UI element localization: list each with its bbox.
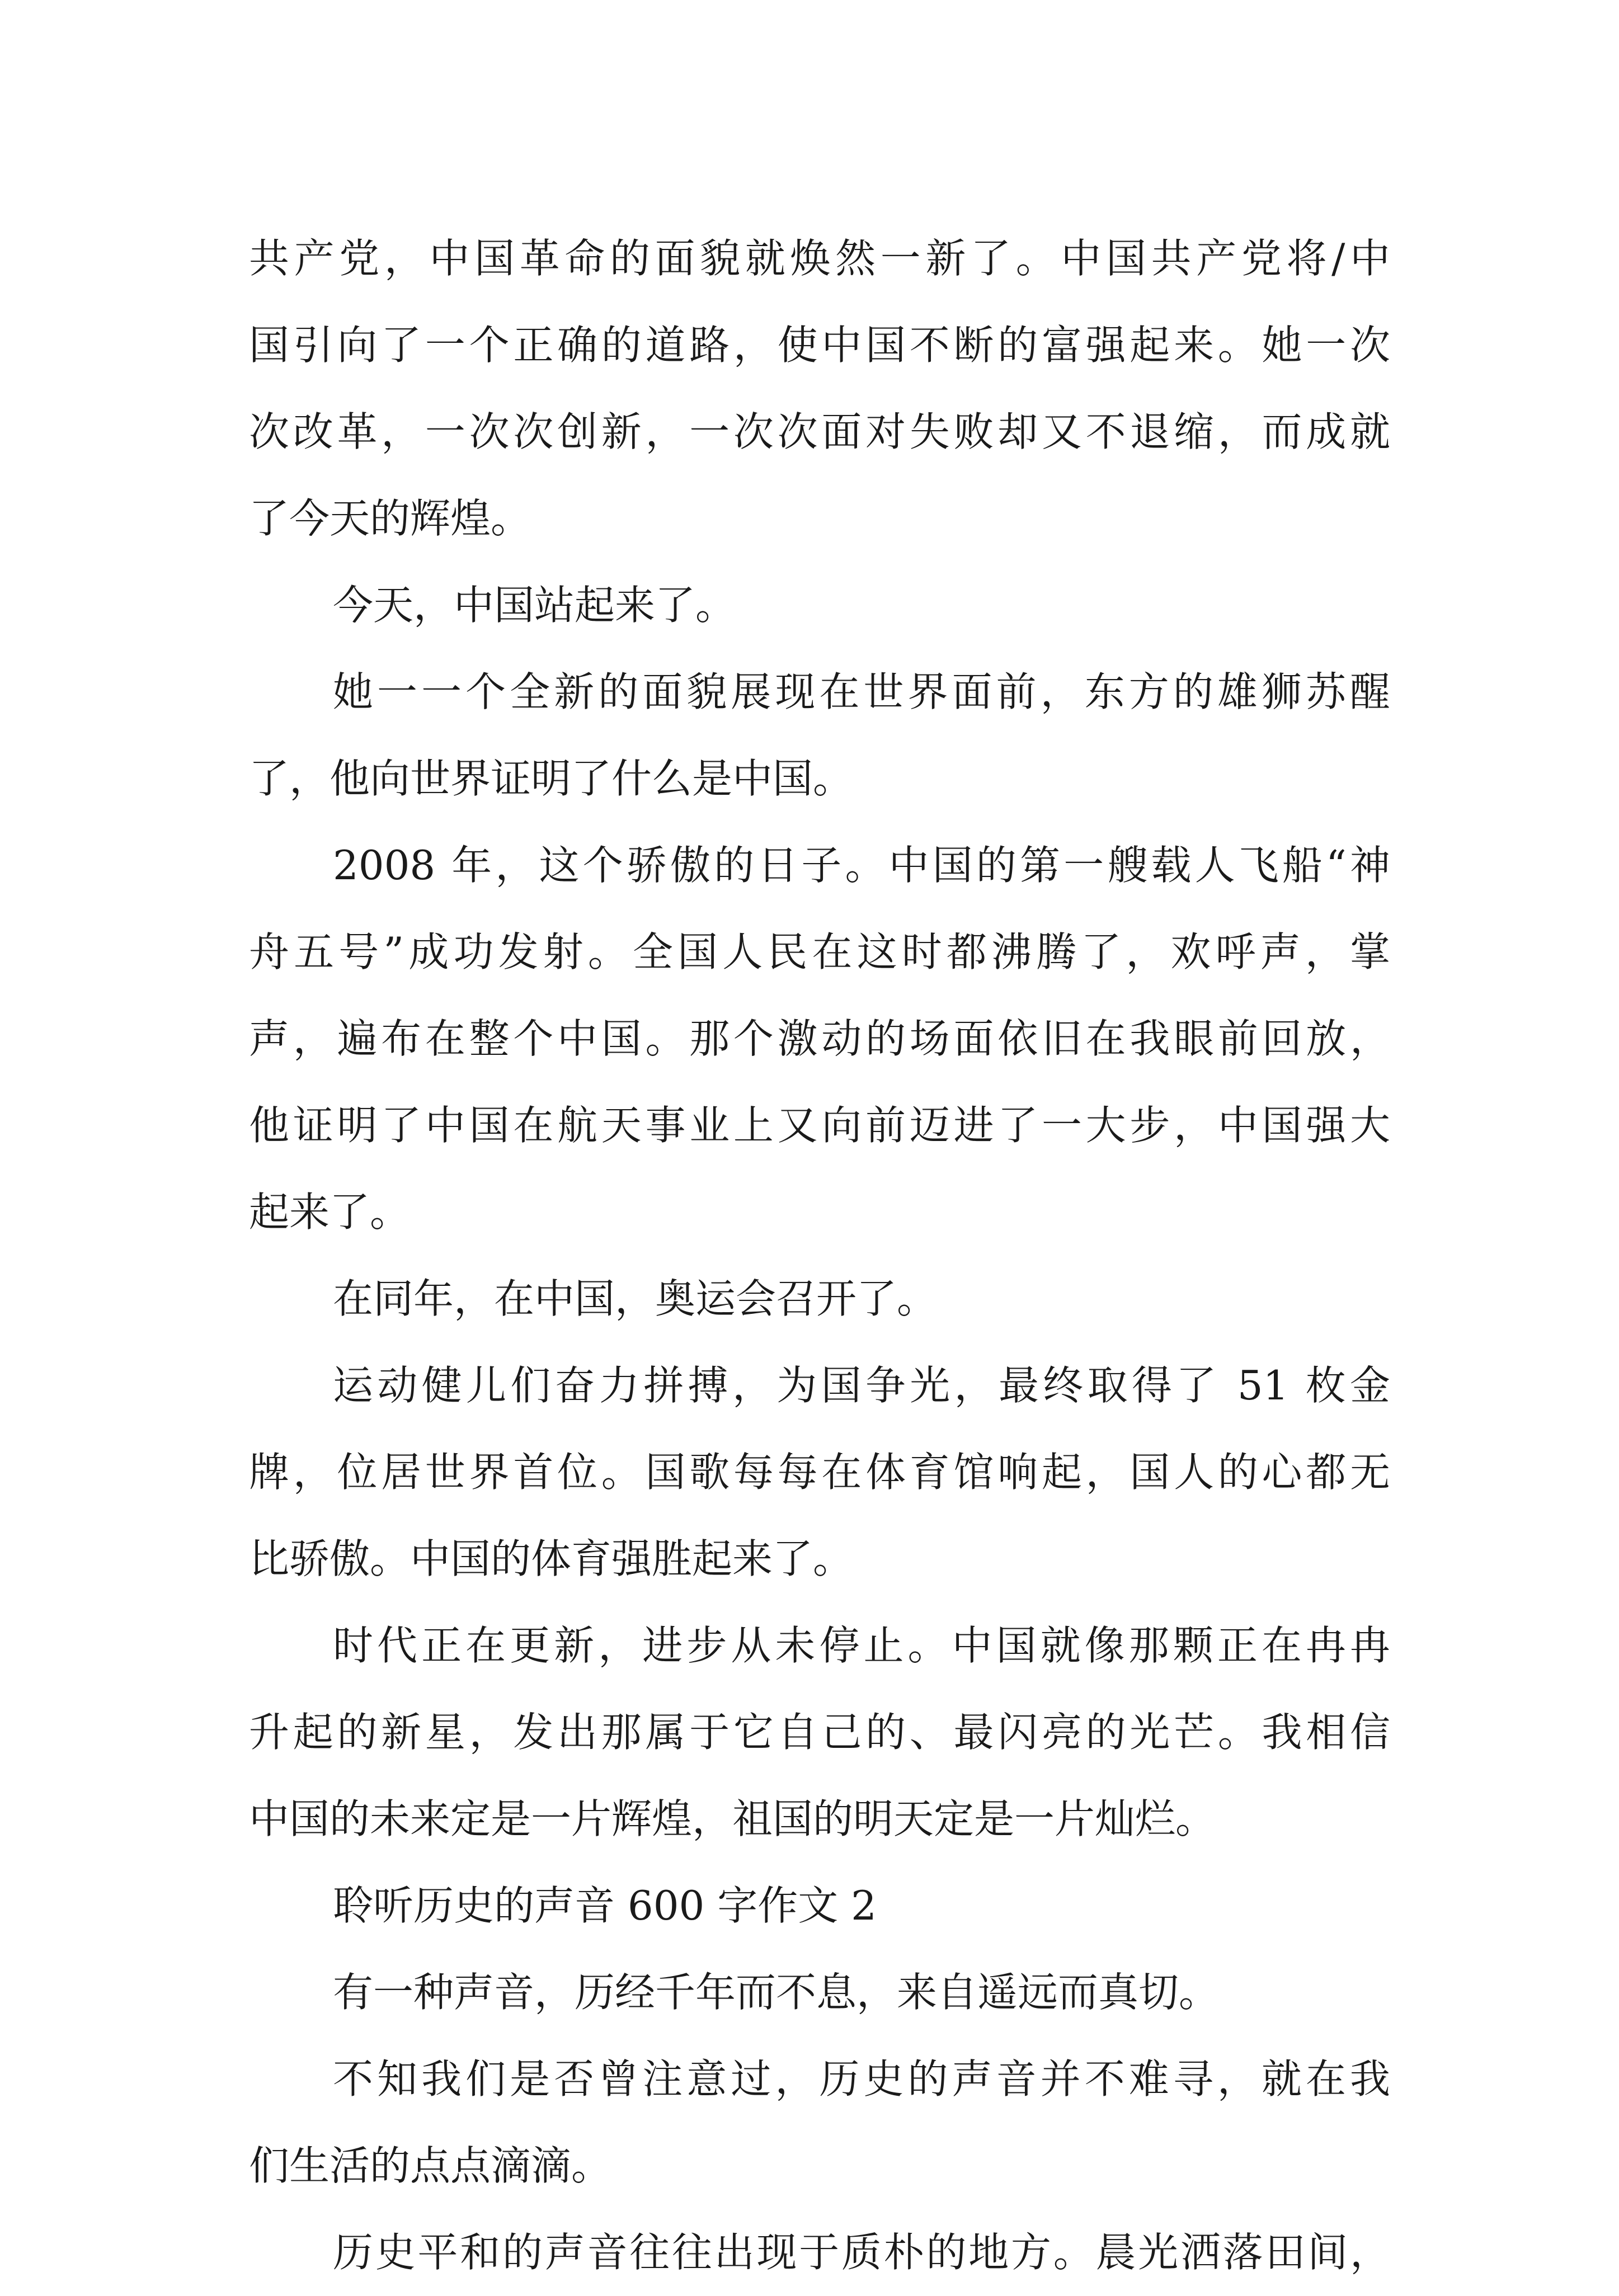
text-line: 国引向了一个正确的道路，使中国不断的富强起来。她一次 [249,322,1390,369]
text-line: 不知我们是否曾注意过，历史的声音并不难寻，就在我 [333,2055,1390,2102]
text-line: 她一一个全新的面貌展现在世界面前，东方的雄狮苏醒 [333,668,1390,715]
body-text [249,215,1390,2296]
text-line: 起来了。 [249,1189,411,1236]
text-line: 比骄傲。中国的体育强胜起来了。 [249,1535,854,1582]
text-line: 共产党，中国革命的面貌就焕然一新了。中国共产党将/中 [249,235,1390,282]
text-line: 在同年，在中国，奥运会召开了。 [333,1275,938,1322]
text-line: 有一种声音，历经千年而不息，来自遥远而真切。 [333,1969,1220,2016]
text-line: 了今天的辉煌。 [249,495,531,542]
text-line: 次改革，一次次创新，一次次面对失败却又不退缩，而成就 [249,408,1390,455]
text-line: 他证明了中国在航天事业上又向前迈进了一大步，中国强大 [249,1102,1390,1149]
text-line: 们生活的点点滴滴。 [249,2142,612,2189]
text-line: 舟五号”成功发射。全国人民在这时都沸腾了，欢呼声，掌 [249,928,1390,975]
text-line: 了，他向世界证明了什么是中国。 [249,755,854,802]
text-line: 今天，中国站起来了。 [333,582,736,629]
text-line: 运动健儿们奋力拼搏，为国争光，最终取得了 51 枚金 [333,1362,1390,1409]
text-line: 时代正在更新，进步从未停止。中国就像那颗正在冉冉 [333,1622,1390,1669]
text-line: 中国的未来定是一片辉煌，祖国的明天定是一片灿烂。 [249,1795,1216,1842]
text-line: 升起的新星，发出那属于它自己的、最闪亮的光芒。我相信 [249,1709,1390,1756]
text-line: 牌，位居世界首位。国歌每每在体育馆响起，国人的心都无 [249,1449,1390,1496]
text-line: 2008 年，这个骄傲的日子。中国的第一艘载人飞船“神 [333,842,1390,889]
text-line: 声，遍布在整个中国。那个激动的场面依旧在我眼前回放， [249,1015,1390,1062]
section-heading: 聆听历史的声音 600 字作文 2 [333,1882,877,1929]
text-line: 历史平和的声音往往出现于质朴的地方。晨光洒落田间， [333,2229,1390,2276]
